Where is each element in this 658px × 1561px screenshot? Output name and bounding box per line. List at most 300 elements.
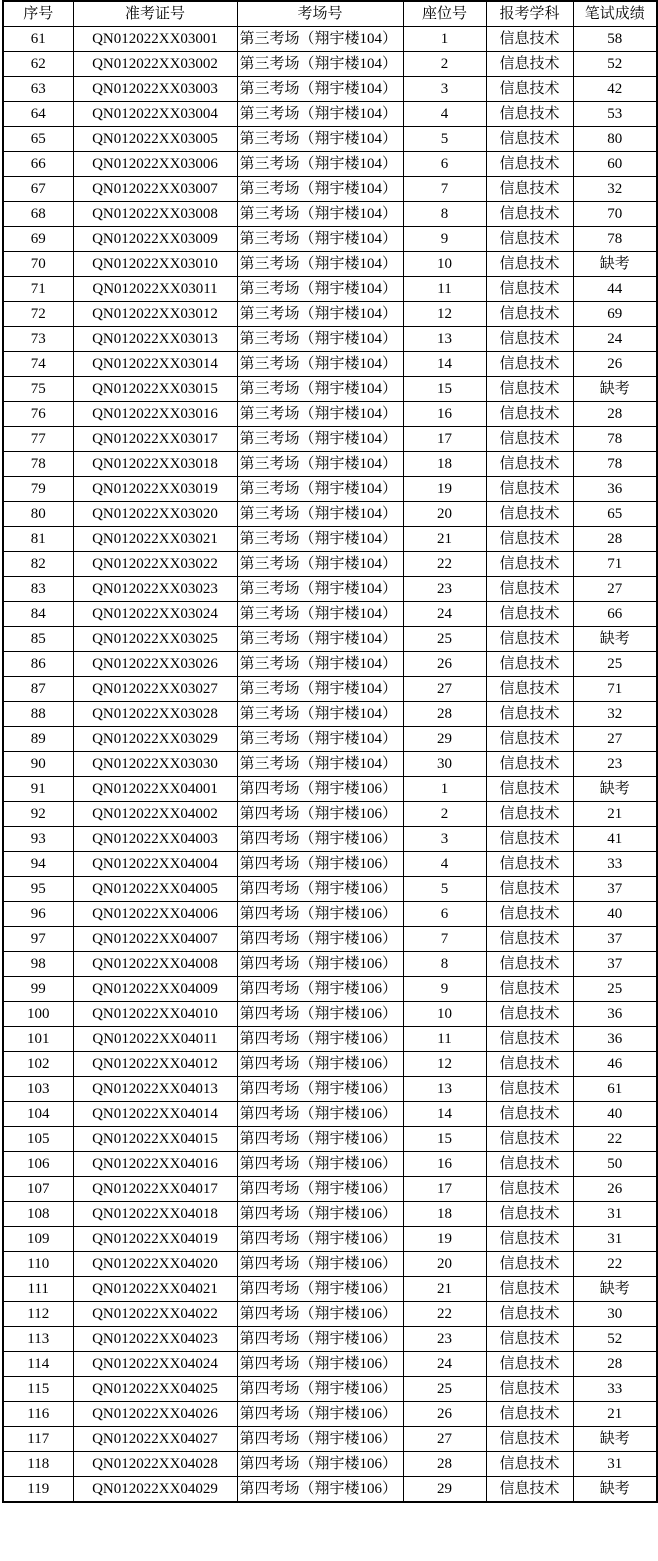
table-row — [3, 977, 657, 1002]
table-row — [3, 327, 657, 352]
cell-serial-no: 62 — [3, 52, 73, 77]
cell-exam-room: 第四考场（翔宇楼106） — [237, 1177, 403, 1202]
cell-score: 37 — [573, 927, 657, 952]
cell-exam-room: 第四考场（翔宇楼106） — [237, 852, 403, 877]
cell-ticket-no: QN012022XX03015 — [73, 377, 237, 402]
table-header-row — [3, 1, 657, 27]
cell-seat-no: 29 — [403, 1477, 486, 1503]
cell-serial-no: 84 — [3, 602, 73, 627]
cell-exam-room: 第三考场（翔宇楼104） — [237, 527, 403, 552]
cell-subject: 信息技术 — [486, 1402, 573, 1427]
cell-ticket-no: QN012022XX04019 — [73, 1227, 237, 1252]
cell-score: 22 — [573, 1252, 657, 1277]
table-row — [3, 1077, 657, 1102]
cell-score: 70 — [573, 202, 657, 227]
cell-ticket-no: QN012022XX03007 — [73, 177, 237, 202]
cell-seat-no: 15 — [403, 1127, 486, 1152]
cell-serial-no: 88 — [3, 702, 73, 727]
cell-ticket-no: QN012022XX04007 — [73, 927, 237, 952]
cell-subject: 信息技术 — [486, 852, 573, 877]
table-row — [3, 552, 657, 577]
cell-score: 缺考 — [573, 252, 657, 277]
cell-score: 32 — [573, 177, 657, 202]
cell-ticket-no: QN012022XX03010 — [73, 252, 237, 277]
cell-subject: 信息技术 — [486, 1377, 573, 1402]
cell-subject: 信息技术 — [486, 927, 573, 952]
cell-serial-no: 112 — [3, 1302, 73, 1327]
cell-serial-no: 83 — [3, 577, 73, 602]
cell-serial-no: 63 — [3, 77, 73, 102]
table-row — [3, 1227, 657, 1252]
cell-exam-room: 第三考场（翔宇楼104） — [237, 352, 403, 377]
cell-score: 41 — [573, 827, 657, 852]
exam-score-table — [2, 0, 658, 1503]
table-row — [3, 252, 657, 277]
cell-exam-room: 第三考场（翔宇楼104） — [237, 202, 403, 227]
cell-exam-room: 第四考场（翔宇楼106） — [237, 1427, 403, 1452]
cell-subject: 信息技术 — [486, 902, 573, 927]
cell-seat-no: 27 — [403, 677, 486, 702]
cell-serial-no: 102 — [3, 1052, 73, 1077]
cell-exam-room: 第三考场（翔宇楼104） — [237, 702, 403, 727]
cell-exam-room: 第三考场（翔宇楼104） — [237, 427, 403, 452]
cell-serial-no: 70 — [3, 252, 73, 277]
cell-subject: 信息技术 — [486, 502, 573, 527]
cell-exam-room: 第四考场（翔宇楼106） — [237, 1477, 403, 1503]
cell-score: 71 — [573, 552, 657, 577]
cell-seat-no: 19 — [403, 477, 486, 502]
cell-serial-no: 105 — [3, 1127, 73, 1152]
table-row — [3, 602, 657, 627]
cell-seat-no: 26 — [403, 652, 486, 677]
cell-score: 31 — [573, 1227, 657, 1252]
cell-subject: 信息技术 — [486, 77, 573, 102]
cell-score: 78 — [573, 427, 657, 452]
cell-seat-no: 28 — [403, 1452, 486, 1477]
header-serial-no: 序号 — [3, 1, 73, 27]
cell-seat-no: 28 — [403, 702, 486, 727]
cell-ticket-no: QN012022XX04012 — [73, 1052, 237, 1077]
cell-score: 53 — [573, 102, 657, 127]
cell-exam-room: 第四考场（翔宇楼106） — [237, 827, 403, 852]
cell-score: 28 — [573, 527, 657, 552]
cell-ticket-no: QN012022XX04024 — [73, 1352, 237, 1377]
cell-ticket-no: QN012022XX04028 — [73, 1452, 237, 1477]
cell-seat-no: 14 — [403, 352, 486, 377]
table-row — [3, 1202, 657, 1227]
table-row — [3, 377, 657, 402]
table-row — [3, 1477, 657, 1503]
cell-exam-room: 第四考场（翔宇楼106） — [237, 977, 403, 1002]
cell-exam-room: 第四考场（翔宇楼106） — [237, 777, 403, 802]
cell-seat-no: 11 — [403, 277, 486, 302]
cell-serial-no: 79 — [3, 477, 73, 502]
cell-score: 31 — [573, 1202, 657, 1227]
cell-ticket-no: QN012022XX04001 — [73, 777, 237, 802]
cell-serial-no: 118 — [3, 1452, 73, 1477]
cell-seat-no: 26 — [403, 1402, 486, 1427]
cell-ticket-no: QN012022XX04015 — [73, 1127, 237, 1152]
cell-subject: 信息技术 — [486, 1102, 573, 1127]
table-row — [3, 402, 657, 427]
cell-seat-no: 8 — [403, 952, 486, 977]
cell-ticket-no: QN012022XX04004 — [73, 852, 237, 877]
cell-ticket-no: QN012022XX03021 — [73, 527, 237, 552]
table-row — [3, 1052, 657, 1077]
cell-serial-no: 65 — [3, 127, 73, 152]
cell-exam-room: 第三考场（翔宇楼104） — [237, 302, 403, 327]
cell-subject: 信息技术 — [486, 377, 573, 402]
cell-subject: 信息技术 — [486, 827, 573, 852]
cell-serial-no: 82 — [3, 552, 73, 577]
cell-serial-no: 91 — [3, 777, 73, 802]
cell-serial-no: 100 — [3, 1002, 73, 1027]
table-row — [3, 427, 657, 452]
cell-ticket-no: QN012022XX04003 — [73, 827, 237, 852]
cell-score: 缺考 — [573, 377, 657, 402]
cell-exam-room: 第三考场（翔宇楼104） — [237, 27, 403, 52]
cell-subject: 信息技术 — [486, 102, 573, 127]
cell-score: 60 — [573, 152, 657, 177]
cell-subject: 信息技术 — [486, 252, 573, 277]
cell-ticket-no: QN012022XX03020 — [73, 502, 237, 527]
cell-seat-no: 3 — [403, 827, 486, 852]
cell-serial-no: 94 — [3, 852, 73, 877]
cell-exam-room: 第三考场（翔宇楼104） — [237, 502, 403, 527]
table-row — [3, 927, 657, 952]
cell-subject: 信息技术 — [486, 1277, 573, 1302]
cell-serial-no: 92 — [3, 802, 73, 827]
cell-serial-no: 104 — [3, 1102, 73, 1127]
table-row — [3, 1252, 657, 1277]
table-row — [3, 1427, 657, 1452]
cell-score: 50 — [573, 1152, 657, 1177]
cell-seat-no: 1 — [403, 27, 486, 52]
cell-exam-room: 第四考场（翔宇楼106） — [237, 902, 403, 927]
cell-score: 21 — [573, 802, 657, 827]
cell-score: 42 — [573, 77, 657, 102]
cell-subject: 信息技术 — [486, 1352, 573, 1377]
cell-serial-no: 116 — [3, 1402, 73, 1427]
table-row — [3, 77, 657, 102]
cell-serial-no: 66 — [3, 152, 73, 177]
cell-subject: 信息技术 — [486, 727, 573, 752]
table-row — [3, 627, 657, 652]
cell-seat-no: 23 — [403, 577, 486, 602]
cell-exam-room: 第三考场（翔宇楼104） — [237, 377, 403, 402]
table-row — [3, 227, 657, 252]
cell-ticket-no: QN012022XX03023 — [73, 577, 237, 602]
cell-score: 36 — [573, 477, 657, 502]
cell-ticket-no: QN012022XX03029 — [73, 727, 237, 752]
cell-exam-room: 第三考场（翔宇楼104） — [237, 177, 403, 202]
cell-score: 28 — [573, 402, 657, 427]
cell-ticket-no: QN012022XX03017 — [73, 427, 237, 452]
cell-exam-room: 第四考场（翔宇楼106） — [237, 952, 403, 977]
cell-seat-no: 16 — [403, 402, 486, 427]
cell-exam-room: 第四考场（翔宇楼106） — [237, 1327, 403, 1352]
cell-ticket-no: QN012022XX03014 — [73, 352, 237, 377]
cell-seat-no: 7 — [403, 927, 486, 952]
cell-score: 80 — [573, 127, 657, 152]
cell-serial-no: 115 — [3, 1377, 73, 1402]
cell-seat-no: 18 — [403, 1202, 486, 1227]
table-row — [3, 777, 657, 802]
cell-ticket-no: QN012022XX03019 — [73, 477, 237, 502]
cell-seat-no: 29 — [403, 727, 486, 752]
cell-exam-room: 第三考场（翔宇楼104） — [237, 652, 403, 677]
cell-subject: 信息技术 — [486, 802, 573, 827]
cell-subject: 信息技术 — [486, 127, 573, 152]
cell-seat-no: 25 — [403, 627, 486, 652]
cell-ticket-no: QN012022XX04022 — [73, 1302, 237, 1327]
cell-seat-no: 12 — [403, 302, 486, 327]
cell-ticket-no: QN012022XX03003 — [73, 77, 237, 102]
cell-seat-no: 4 — [403, 852, 486, 877]
cell-serial-no: 75 — [3, 377, 73, 402]
table-row — [3, 1327, 657, 1352]
cell-serial-no: 97 — [3, 927, 73, 952]
cell-seat-no: 21 — [403, 1277, 486, 1302]
cell-score: 26 — [573, 1177, 657, 1202]
cell-seat-no: 14 — [403, 1102, 486, 1127]
cell-exam-room: 第四考场（翔宇楼106） — [237, 1202, 403, 1227]
cell-exam-room: 第三考场（翔宇楼104） — [237, 327, 403, 352]
cell-serial-no: 61 — [3, 27, 73, 52]
cell-subject: 信息技术 — [486, 52, 573, 77]
table-row — [3, 1452, 657, 1477]
cell-ticket-no: QN012022XX04013 — [73, 1077, 237, 1102]
cell-score: 30 — [573, 1302, 657, 1327]
cell-subject: 信息技术 — [486, 752, 573, 777]
cell-score: 33 — [573, 1377, 657, 1402]
cell-ticket-no: QN012022XX03016 — [73, 402, 237, 427]
cell-subject: 信息技术 — [486, 277, 573, 302]
table-row — [3, 1302, 657, 1327]
cell-ticket-no: QN012022XX04016 — [73, 1152, 237, 1177]
cell-seat-no: 21 — [403, 527, 486, 552]
cell-score: 78 — [573, 452, 657, 477]
cell-serial-no: 107 — [3, 1177, 73, 1202]
cell-exam-room: 第三考场（翔宇楼104） — [237, 227, 403, 252]
cell-exam-room: 第三考场（翔宇楼104） — [237, 152, 403, 177]
cell-exam-room: 第四考场（翔宇楼106） — [237, 802, 403, 827]
cell-serial-no: 64 — [3, 102, 73, 127]
cell-exam-room: 第三考场（翔宇楼104） — [237, 402, 403, 427]
cell-ticket-no: QN012022XX03012 — [73, 302, 237, 327]
cell-exam-room: 第三考场（翔宇楼104） — [237, 77, 403, 102]
cell-subject: 信息技术 — [486, 177, 573, 202]
cell-score: 22 — [573, 1127, 657, 1152]
cell-serial-no: 117 — [3, 1427, 73, 1452]
cell-serial-no: 90 — [3, 752, 73, 777]
cell-seat-no: 2 — [403, 52, 486, 77]
cell-serial-no: 111 — [3, 1277, 73, 1302]
cell-subject: 信息技术 — [486, 27, 573, 52]
cell-subject: 信息技术 — [486, 1002, 573, 1027]
cell-score: 缺考 — [573, 627, 657, 652]
cell-exam-room: 第四考场（翔宇楼106） — [237, 1352, 403, 1377]
cell-subject: 信息技术 — [486, 402, 573, 427]
cell-subject: 信息技术 — [486, 577, 573, 602]
cell-seat-no: 16 — [403, 1152, 486, 1177]
cell-score: 27 — [573, 727, 657, 752]
table-row — [3, 1152, 657, 1177]
cell-seat-no: 9 — [403, 977, 486, 1002]
cell-seat-no: 23 — [403, 1327, 486, 1352]
cell-serial-no: 78 — [3, 452, 73, 477]
cell-ticket-no: QN012022XX03013 — [73, 327, 237, 352]
cell-score: 40 — [573, 1102, 657, 1127]
cell-seat-no: 12 — [403, 1052, 486, 1077]
table-row — [3, 277, 657, 302]
cell-ticket-no: QN012022XX04002 — [73, 802, 237, 827]
cell-exam-room: 第四考场（翔宇楼106） — [237, 1452, 403, 1477]
table-row — [3, 727, 657, 752]
cell-exam-room: 第四考场（翔宇楼106） — [237, 1252, 403, 1277]
cell-serial-no: 96 — [3, 902, 73, 927]
cell-ticket-no: QN012022XX03005 — [73, 127, 237, 152]
cell-subject: 信息技术 — [486, 1077, 573, 1102]
cell-serial-no: 103 — [3, 1077, 73, 1102]
cell-seat-no: 20 — [403, 502, 486, 527]
cell-ticket-no: QN012022XX03004 — [73, 102, 237, 127]
cell-exam-room: 第三考场（翔宇楼104） — [237, 677, 403, 702]
header-subject: 报考学科 — [486, 1, 573, 27]
cell-exam-room: 第三考场（翔宇楼104） — [237, 577, 403, 602]
cell-subject: 信息技术 — [486, 627, 573, 652]
cell-ticket-no: QN012022XX04029 — [73, 1477, 237, 1503]
cell-score: 缺考 — [573, 777, 657, 802]
cell-score: 37 — [573, 952, 657, 977]
cell-exam-room: 第三考场（翔宇楼104） — [237, 727, 403, 752]
cell-exam-room: 第四考场（翔宇楼106） — [237, 1002, 403, 1027]
table-row — [3, 477, 657, 502]
table-row — [3, 802, 657, 827]
cell-seat-no: 18 — [403, 452, 486, 477]
cell-seat-no: 20 — [403, 1252, 486, 1277]
cell-subject: 信息技术 — [486, 952, 573, 977]
cell-seat-no: 3 — [403, 77, 486, 102]
cell-ticket-no: QN012022XX04025 — [73, 1377, 237, 1402]
header-ticket-no: 准考证号 — [73, 1, 237, 27]
cell-subject: 信息技术 — [486, 1427, 573, 1452]
cell-subject: 信息技术 — [486, 152, 573, 177]
cell-exam-room: 第三考场（翔宇楼104） — [237, 52, 403, 77]
cell-exam-room: 第四考场（翔宇楼106） — [237, 877, 403, 902]
cell-seat-no: 6 — [403, 902, 486, 927]
cell-score: 37 — [573, 877, 657, 902]
cell-score: 26 — [573, 352, 657, 377]
cell-exam-room: 第四考场（翔宇楼106） — [237, 1027, 403, 1052]
cell-seat-no: 8 — [403, 202, 486, 227]
table-row — [3, 152, 657, 177]
cell-subject: 信息技术 — [486, 702, 573, 727]
cell-serial-no: 98 — [3, 952, 73, 977]
cell-score: 31 — [573, 1452, 657, 1477]
table-row — [3, 1277, 657, 1302]
cell-serial-no: 74 — [3, 352, 73, 377]
cell-subject: 信息技术 — [486, 1152, 573, 1177]
cell-seat-no: 5 — [403, 127, 486, 152]
table-row — [3, 877, 657, 902]
table-row — [3, 1402, 657, 1427]
cell-serial-no: 93 — [3, 827, 73, 852]
cell-exam-room: 第四考场（翔宇楼106） — [237, 1152, 403, 1177]
cell-score: 28 — [573, 1352, 657, 1377]
cell-subject: 信息技术 — [486, 977, 573, 1002]
cell-exam-room: 第三考场（翔宇楼104） — [237, 452, 403, 477]
cell-seat-no: 17 — [403, 1177, 486, 1202]
cell-subject: 信息技术 — [486, 1027, 573, 1052]
cell-subject: 信息技术 — [486, 352, 573, 377]
cell-score: 21 — [573, 1402, 657, 1427]
cell-score: 44 — [573, 277, 657, 302]
table-row — [3, 352, 657, 377]
cell-subject: 信息技术 — [486, 202, 573, 227]
cell-seat-no: 2 — [403, 802, 486, 827]
cell-subject: 信息技术 — [486, 1052, 573, 1077]
cell-exam-room: 第三考场（翔宇楼104） — [237, 252, 403, 277]
table-row — [3, 102, 657, 127]
cell-seat-no: 25 — [403, 1377, 486, 1402]
header-seat-no: 座位号 — [403, 1, 486, 27]
cell-ticket-no: QN012022XX03008 — [73, 202, 237, 227]
cell-score: 36 — [573, 1002, 657, 1027]
cell-ticket-no: QN012022XX04027 — [73, 1427, 237, 1452]
table-row — [3, 452, 657, 477]
cell-subject: 信息技术 — [486, 652, 573, 677]
table-row — [3, 952, 657, 977]
table-row — [3, 1177, 657, 1202]
cell-score: 52 — [573, 52, 657, 77]
cell-exam-room: 第四考场（翔宇楼106） — [237, 1277, 403, 1302]
cell-exam-room: 第四考场（翔宇楼106） — [237, 1302, 403, 1327]
header-score: 笔试成绩 — [573, 1, 657, 27]
cell-subject: 信息技术 — [486, 1327, 573, 1352]
cell-subject: 信息技术 — [486, 302, 573, 327]
cell-score: 69 — [573, 302, 657, 327]
cell-exam-room: 第四考场（翔宇楼106） — [237, 1102, 403, 1127]
cell-score: 23 — [573, 752, 657, 777]
cell-ticket-no: QN012022XX03011 — [73, 277, 237, 302]
cell-exam-room: 第三考场（翔宇楼104） — [237, 102, 403, 127]
cell-score: 58 — [573, 27, 657, 52]
cell-serial-no: 76 — [3, 402, 73, 427]
table-row — [3, 1127, 657, 1152]
results-table-body — [3, 27, 657, 1503]
cell-serial-no: 101 — [3, 1027, 73, 1052]
cell-serial-no: 109 — [3, 1227, 73, 1252]
cell-exam-room: 第四考场（翔宇楼106） — [237, 1402, 403, 1427]
cell-serial-no: 67 — [3, 177, 73, 202]
cell-subject: 信息技术 — [486, 1477, 573, 1503]
cell-serial-no: 69 — [3, 227, 73, 252]
cell-subject: 信息技术 — [486, 552, 573, 577]
cell-serial-no: 95 — [3, 877, 73, 902]
cell-subject: 信息技术 — [486, 527, 573, 552]
cell-exam-room: 第三考场（翔宇楼104） — [237, 752, 403, 777]
cell-subject: 信息技术 — [486, 877, 573, 902]
table-row — [3, 202, 657, 227]
cell-exam-room: 第四考场（翔宇楼106） — [237, 927, 403, 952]
cell-score: 61 — [573, 1077, 657, 1102]
table-row — [3, 52, 657, 77]
cell-ticket-no: QN012022XX03018 — [73, 452, 237, 477]
table-row — [3, 1002, 657, 1027]
table-row — [3, 752, 657, 777]
cell-ticket-no: QN012022XX03002 — [73, 52, 237, 77]
